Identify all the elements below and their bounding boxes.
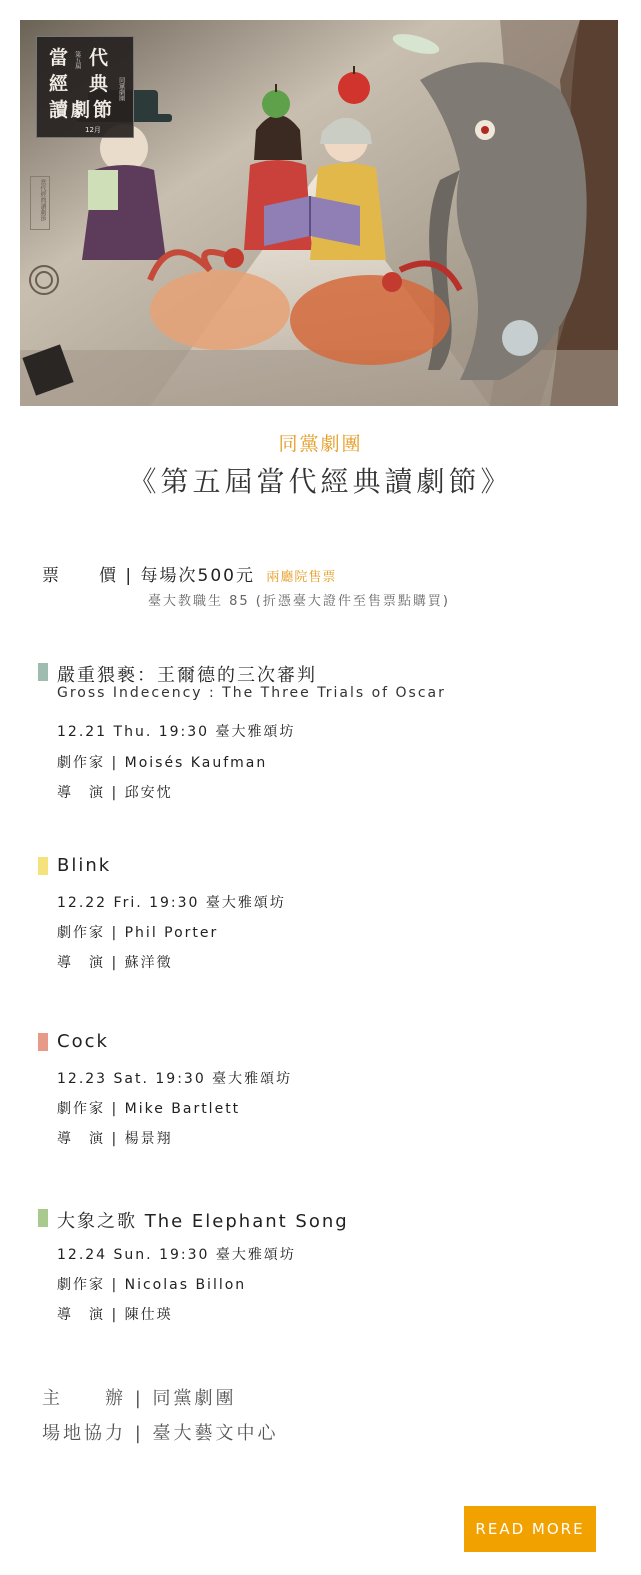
show-title: Cock	[57, 1031, 109, 1052]
show-color-bar	[38, 1033, 48, 1051]
show-title: Blink	[57, 855, 112, 876]
ticket-label: 票 價	[42, 566, 118, 586]
badge-char: 節	[93, 99, 113, 121]
page-title: 《第五屆當代經典讀劇節》	[128, 465, 513, 498]
org-title: 同黨劇團	[278, 433, 363, 455]
festival-poster	[20, 20, 618, 406]
credit-venue: 場地協力 | 臺大藝文中心	[42, 1423, 279, 1444]
show-director: 導 演 | 邱安忱	[57, 785, 173, 801]
poster-title-badge	[36, 36, 134, 138]
badge-small-text: 第五屆	[73, 51, 81, 69]
credit-host: 主 辦 | 同黨劇團	[42, 1388, 237, 1409]
badge-char: 當	[49, 47, 69, 69]
badge-char: 讀	[49, 99, 69, 121]
badge-small-text: 同黨劇團	[117, 77, 125, 101]
show-director: 導 演 | 楊景翔	[57, 1131, 173, 1147]
show-color-bar	[38, 1209, 48, 1227]
show-playwright: 劇作家 | Phil Porter	[57, 925, 219, 941]
read-more-button[interactable]: READ MORE	[464, 1506, 596, 1552]
show-playwright: 劇作家 | Moisés Kaufman	[57, 755, 268, 771]
poster-side-label: 當代經典讀劇節	[30, 176, 50, 230]
show-color-bar	[38, 663, 48, 681]
show-datetime: 12.22 Fri. 19:30 臺大雅頌坊	[57, 895, 286, 911]
badge-foot: 12月	[85, 126, 101, 134]
badge-char: 典	[89, 73, 109, 95]
show-subtitle: Gross Indecency : The Three Trials of Oscar	[57, 685, 446, 701]
ticket-vendor-link[interactable]: 兩廳院售票	[266, 570, 337, 585]
ticket-discount-note: 臺大教職生 85 (折憑臺大證件至售票點購買)	[148, 594, 450, 609]
show-director: 導 演 | 陳仕瑛	[57, 1307, 173, 1323]
ticket-separator: |	[125, 566, 134, 586]
show-datetime: 12.23 Sat. 19:30 臺大雅頌坊	[57, 1071, 293, 1087]
show-datetime: 12.21 Thu. 19:30 臺大雅頌坊	[57, 724, 296, 740]
badge-char: 經	[49, 73, 69, 95]
ticket-info	[42, 561, 336, 586]
show-playwright: 劇作家 | Nicolas Billon	[57, 1277, 247, 1293]
badge-char: 劇	[71, 99, 91, 121]
show-color-bar	[38, 857, 48, 875]
show-playwright: 劇作家 | Mike Bartlett	[57, 1101, 241, 1117]
badge-char: 代	[89, 47, 109, 69]
show-director: 導 演 | 蘇洋徵	[57, 955, 173, 971]
show-datetime: 12.24 Sun. 19:30 臺大雅頌坊	[57, 1247, 296, 1263]
ticket-price: 每場次500元	[140, 566, 255, 586]
show-title: 嚴重猥褻：王爾德的三次審判	[57, 665, 317, 686]
show-title: 大象之歌 The Elephant Song	[57, 1211, 349, 1232]
